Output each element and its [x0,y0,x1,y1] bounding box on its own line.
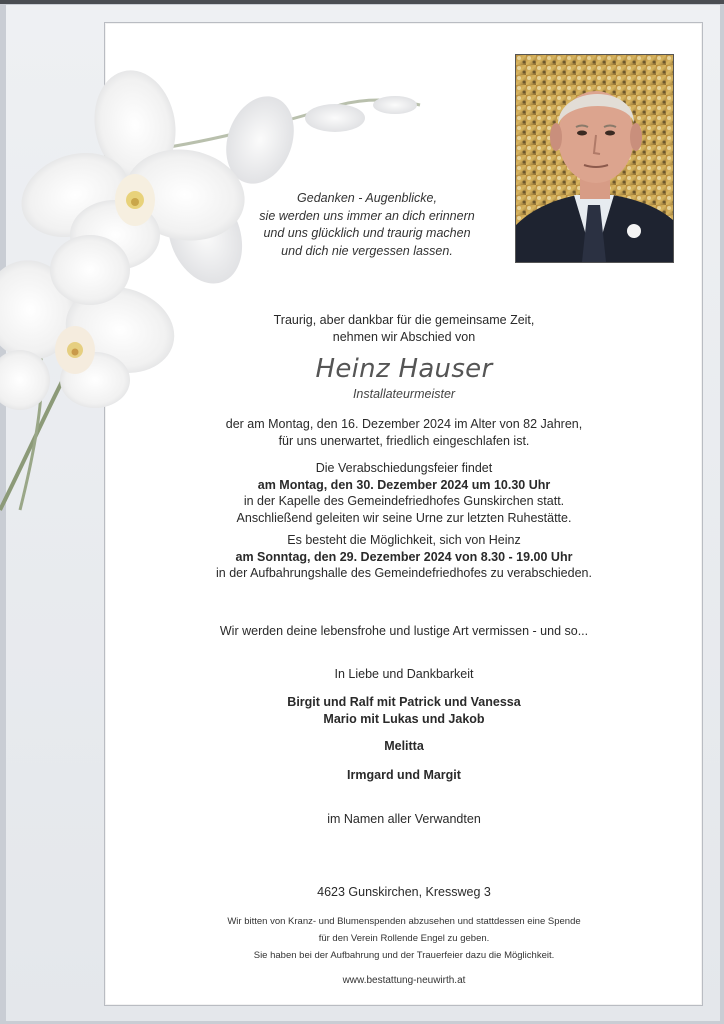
website-block [104,975,704,986]
mourner-line: Irmgard und Margit [347,768,461,782]
closing-text [104,666,704,683]
death-info [104,416,704,449]
remembrance-line: Wir werden deine lebensfrohe und lustige Art vermissen - und so... [219,624,589,638]
memorial-quote [236,190,498,260]
intro-line: Traurig, aber dankbar für die gemeinsame Zeit, [273,313,535,327]
donation-note [104,913,704,964]
ceremony-date: am Montag, den 30. Dezember 2024 um 10.30 Uhr [257,477,551,492]
deceased-profession: Installateurmeister [352,387,456,401]
viewing-info [104,532,704,582]
ceremony-line: Die Verabschiedungsfeier findet [315,461,493,475]
donation-line: Sie haben bei der Aufbahrung und der Trauerfeier dazu die Möglichkeit. [253,950,555,961]
quote-line: und dich nie vergessen lassen. [281,243,453,258]
remembrance-text [104,623,704,640]
mourner-line: Birgit und Ralf mit Patrick und Vanessa [287,695,521,709]
deceased-block [104,354,704,401]
address-line: 4623 Gunskirchen, Kressweg 3 [317,885,491,899]
viewing-date: am Sonntag, den 29. Dezember 2024 von 8.30 - 19.00 Uhr [235,549,573,564]
mourner-line: Melitta [384,739,424,753]
mourners-group-1 [104,694,704,727]
portrait-photo [515,54,674,263]
mourners-group-2 [104,738,704,755]
ceremony-line: Anschließend geleiten wir seine Urne zur letzten Ruhestätte. [236,510,572,525]
death-line: der am Montag, den 16. Dezember 2024 im Alter von 82 Jahren, [225,417,583,431]
address-text [104,884,704,901]
viewing-line: Es besteht die Möglichkeit, sich von Heinz [287,533,521,547]
scan-top-edge [0,0,724,4]
mourners-group-3 [104,767,704,784]
mourner-line: Mario mit Lukas und Jakob [323,711,485,726]
quote-line: sie werden uns immer an dich erinnern [259,208,475,223]
ceremony-info [104,460,704,526]
orchid-decoration [0,50,440,520]
deceased-name: Heinz Hauser [315,354,493,384]
intro-line: nehmen wir Abschied von [332,329,476,344]
closing-line: In Liebe und Dankbarkeit [334,667,474,681]
quote-line: Gedanken - Augenblicke, [297,191,437,205]
relatives-text [104,811,704,828]
quote-line: und uns glücklich und traurig machen [263,226,471,240]
donation-line: für den Verein Rollende Engel zu geben. [318,933,490,944]
viewing-line: in der Aufbahrungshalle des Gemeindefriedhofes zu verabschieden. [216,566,592,580]
intro-text [104,312,704,345]
ceremony-line: in der Kapelle des Gemeindefriedhofes Gunskirchen statt. [243,494,565,508]
death-line: für uns unerwartet, friedlich eingeschlafen ist. [278,433,530,448]
website-link[interactable]: www.bestattung-neuwirth.at [342,975,466,986]
donation-line: Wir bitten von Kranz- und Blumenspenden abzusehen und stattdessen eine Spende [227,916,581,927]
relatives-line: im Namen aller Verwandten [327,812,481,826]
